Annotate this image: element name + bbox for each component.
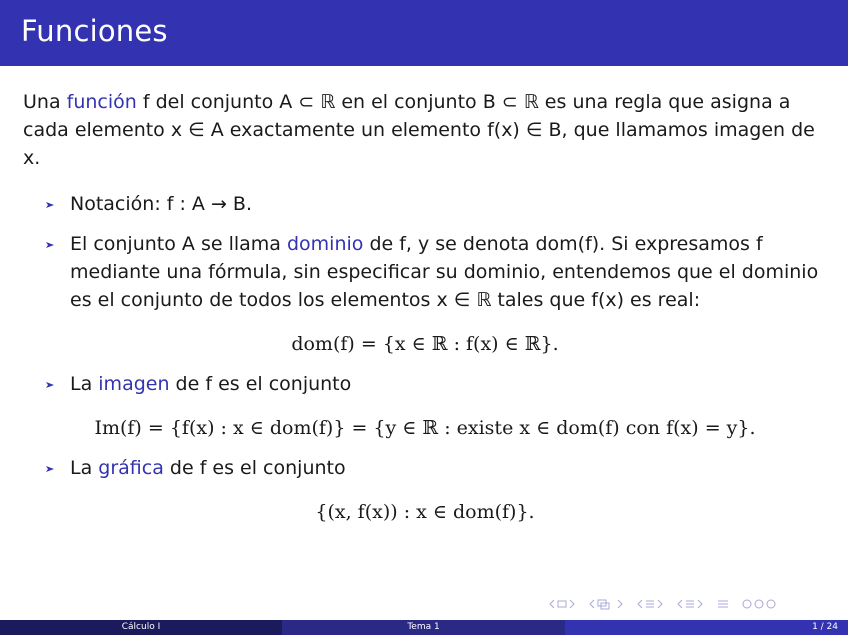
notacion-text: Notación: f : A → B.: [70, 193, 253, 215]
subsection-icon[interactable]: [636, 598, 666, 612]
slide-content: [23, 88, 827, 538]
triangle-bullet-icon: [45, 464, 55, 474]
bullet-list: [23, 190, 827, 526]
grafica-text-2: de f es el conjunto: [163, 457, 346, 479]
section-icon[interactable]: [676, 598, 706, 612]
intro-text-2: f del conjunto A ⊂ ℝ en el conjunto B ⊂ ℝ es una regla que asigna a cada elemento x ∈ A exactamente un elemento f(x) ∈ B, que llamamos imagen de x.: [23, 91, 815, 169]
footer-topic: Tema 1: [282, 620, 565, 635]
imagen-text-2: de f es el conjunto: [169, 373, 352, 395]
footer-course: Cálculo I: [0, 620, 282, 635]
footer-page-number: 1 / 24: [812, 622, 838, 632]
zoom-icon[interactable]: [740, 598, 780, 612]
keyword-imagen: imagen: [98, 373, 170, 395]
triangle-bullet-icon: [45, 240, 55, 250]
slide-title: Funciones: [21, 14, 168, 48]
imagen-text-1: La: [70, 373, 99, 395]
slide-back-icon[interactable]: [548, 598, 578, 612]
search-icon[interactable]: [716, 598, 730, 612]
bullet-item-grafica: [23, 454, 827, 526]
bullet-item-notacion: [23, 190, 827, 218]
dominio-text-2: de f, y se denota dom(f). Si expresamos f mediante una fórmula, sin especificar su dominio, entendemos que el dominio es el conjunto de todos los elementos x ∈ ℝ tales que f(x) es real:: [70, 233, 819, 311]
dominio-equation: dom(f) = {x ∈ ℝ : f(x) ∈ ℝ}.: [291, 333, 559, 355]
intro-paragraph: [23, 88, 827, 172]
keyword-grafica: gráfica: [98, 457, 164, 479]
grafica-text-1: La: [70, 457, 99, 479]
grafica-equation: {(x, f(x)) : x ∈ dom(f)}.: [315, 501, 535, 523]
title-bar: [0, 0, 848, 66]
beamer-navigation: [548, 598, 780, 612]
keyword-funcion: función: [66, 91, 137, 113]
imagen-equation: Im(f) = {f(x) : x ∈ dom(f)} = {y ∈ ℝ : existe x ∈ dom(f) con f(x) = y}.: [94, 417, 756, 439]
intro-text-1: Una: [23, 91, 67, 113]
frame-icon[interactable]: [588, 598, 626, 612]
bullet-item-dominio: [23, 230, 827, 358]
keyword-dominio: dominio: [286, 233, 364, 255]
bullet-item-imagen: [23, 370, 827, 442]
footer-page-area: [565, 620, 848, 635]
dominio-text-1: El conjunto A se llama: [70, 233, 287, 255]
triangle-bullet-icon: [45, 380, 55, 390]
triangle-bullet-icon: [45, 200, 55, 210]
footer-bar: [0, 620, 848, 635]
